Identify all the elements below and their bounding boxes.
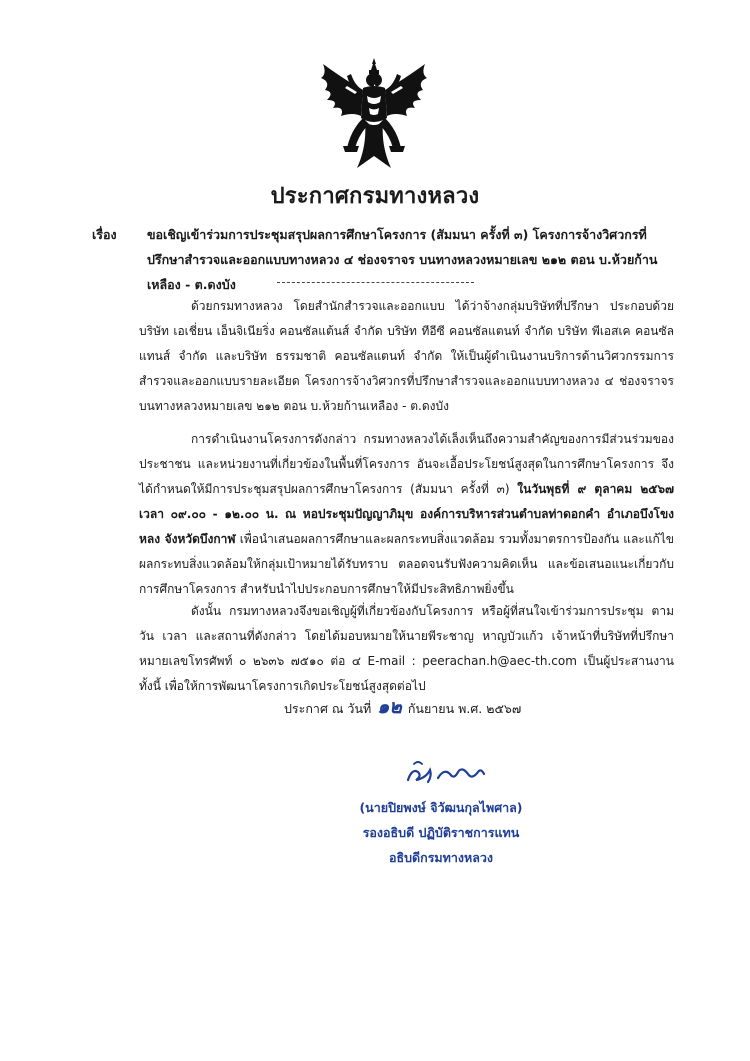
paragraph-1 — [139, 294, 674, 419]
garuda-emblem-icon — [317, 56, 431, 174]
paragraph-2 — [139, 427, 674, 602]
handwritten-signature — [404, 758, 486, 788]
meeting-time: เวลา ๐๙.๐๐ - ๑๒.๐๐ น. — [139, 507, 279, 521]
subject-label: เรื่อง — [92, 227, 117, 242]
paragraph-2-text-c: เพื่อนำเสนอผลการศึกษาและผลกระทบสิ่งแวดล้อม รวมทั้งมาตรการป้องกัน และแก้ไขผลกระทบสิ่งแวดล้อมให้กลุ่มเป้าหมายได้รับทราบ ตลอดจนรับฟังความคิดเห็น และข้อเสนอแนะเกี่ยวกับการศึกษาโครงการ สำหรับนำไปประกอบการศึกษาให้มีประสิทธิภาพยิ่งขึ้น — [139, 532, 674, 596]
announce-date-prefix: ประกาศ ณ วันที่ — [284, 701, 372, 716]
signer-title: อธิบดีกรมทางหลวง — [388, 850, 494, 865]
announce-date-day: ๑๒ — [377, 696, 402, 718]
announce-date-suffix: กันยายน พ.ศ. ๒๕๖๗ — [407, 701, 522, 716]
paragraph-2-text-a: การดำเนินงานโครงการดังกล่าว กรมทางหลวงได้เล็งเห็นถึงความสำคัญของการมีส่วนร่วมของประชาชน และหน่วยงานที่เกี่ยวข้องในพื้นที่โครงการ อันจะเอื้อประโยชน์สูงสุดในการศึกษาโครงการ จึงได้กำหนดให้มีการประชุมสรุปผลการศึกษาโครงการ (สัมมนา ครั้งที่ ๓) — [139, 432, 674, 496]
signer-position: รองอธิบดี ปฏิบัติราชการแทน — [362, 825, 520, 840]
subject-text: ขอเชิญเข้าร่วมการประชุมสรุปผลการศึกษาโครงการ (สัมมนา ครั้งที่ ๓) โครงการจ้างวิศวกรที่ปรึกษาสำรวจและออกแบบทางหลวง ๔ ช่องจราจร บนทางหลวงหมายเลข ๒๑๒ ตอน บ.ห้วยก้านเหลือง - ต.ดงบัง — [147, 227, 658, 292]
divider-line — [277, 282, 474, 283]
meeting-venue: ณ หอประชุมปัญญาภิมุข องค์การบริหารส่วนตำบลท่าดอกคำ อำเภอบึงโขงหลง จังหวัดบึงกาฬ — [139, 507, 674, 546]
document-title: ประกาศกรมทางหลวง — [270, 184, 480, 209]
paragraph-1-text: ด้วยกรมทางหลวง โดยสำนักสำรวจและออกแบบ ได้ว่าจ้างกลุ่มบริษัทที่ปรึกษา ประกอบด้วย บริษัท เอเชี่ยน เอ็นจิเนียริ่ง คอนซัลแต้นส์ จำกัด บริษัท ทีอีซี คอนซัลแตนท์ จำกัด บริษัท พีเอสเค คอนซัลแทนส์ จำกัด และบริษัท ธรรมชาติ คอนซัลแตนท์ จำกัด ให้เป็นผู้ดำเนินงานบริการด้านวิศวกรรมการสำรวจและออกแบบรายละเอียด โครงการจ้างวิศวกรที่ปรึกษาสำรวจและออกแบบทางหลวง ๔ ช่องจราจร บนทางหลวงหมายเลข ๒๑๒ ตอน บ.ห้วยก้านเหลือง - ต.ดงบัง — [139, 299, 675, 413]
meeting-date: ในวันพุธที่ ๙ ตุลาคม ๒๕๖๗ — [517, 482, 674, 496]
announce-date — [284, 692, 521, 722]
paragraph-3 — [139, 599, 674, 699]
paragraph-3-text: ดังนั้น กรมทางหลวงจึงขอเชิญผู้ที่เกี่ยวข้องกับโครงการ หรือผู้ที่สนใจเข้าร่วมการประชุม ตามวัน เวลา และสถานที่ดังกล่าว โดยได้มอบหมายให้นายพีระชาญ หาญบัวแก้ว เจ้าหน้าที่บริษัทที่ปรึกษา หมายเลขโทรศัพท์ ๐ ๒๖๓๖ ๗๕๑๐ ต่อ ๔ E-mail : peerachan.h@aec-th.com เป็นผู้ประสานงาน ทั้งนี้ เพื่อให้การพัฒนาโครงการเกิดประโยชน์สูงสุดต่อไป — [139, 604, 674, 693]
signer-name: (นายปิยพงษ์ จิวัฒนกุลไพศาล) — [359, 800, 523, 815]
